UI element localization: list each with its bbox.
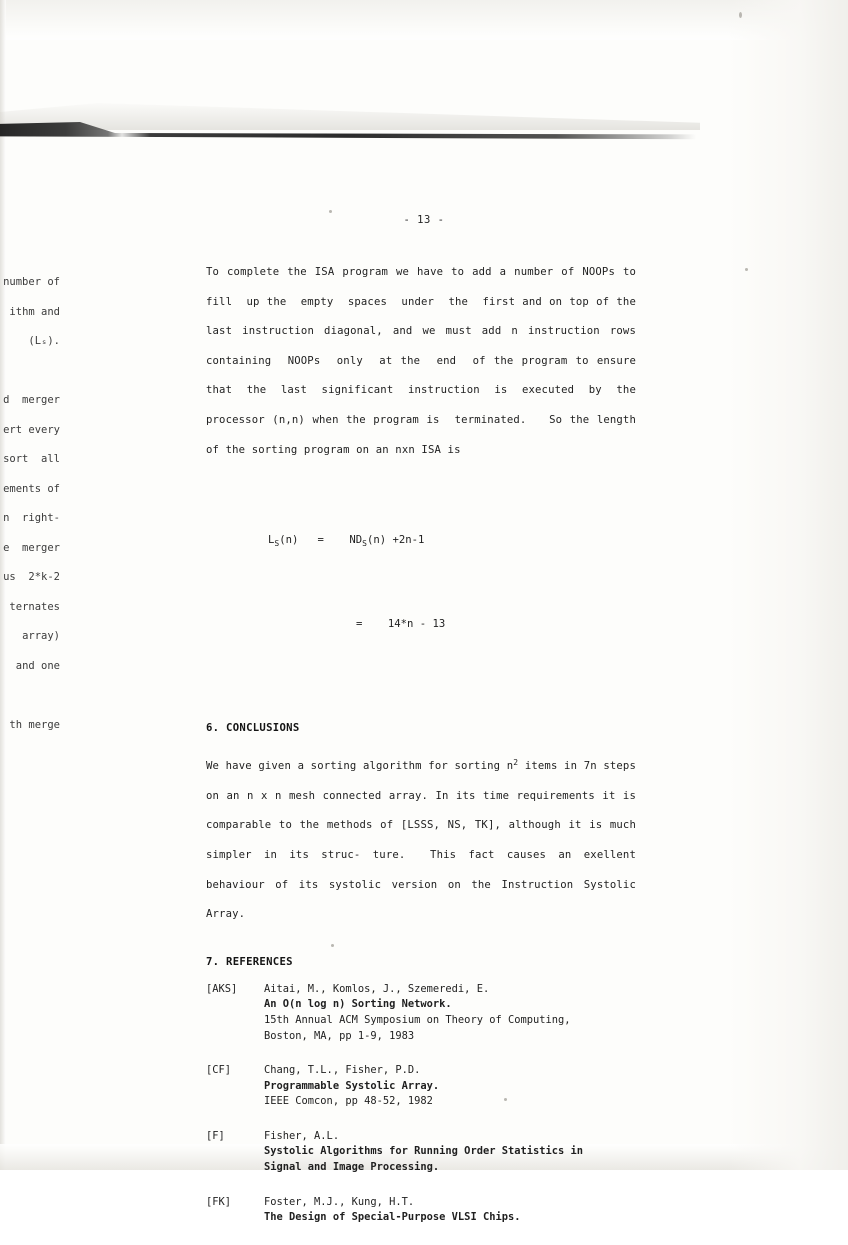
scan-right-shade (728, 0, 848, 1170)
reference-list (206, 982, 636, 1226)
reference-source-2: Boston, MA, pp 1-9, 1983 (264, 1029, 415, 1042)
page-number: - 13 - (403, 214, 445, 226)
reference-title: The Design of Special-Purpose VLSI Chips. (264, 1211, 521, 1224)
conclusions-superscript: 2 (513, 758, 519, 768)
reference-body (264, 982, 571, 1044)
conclusions-paragraph (206, 748, 643, 930)
reference-title: Programmable Systolic Array. (264, 1079, 440, 1092)
reference-item (206, 1063, 636, 1110)
reference-item (206, 1129, 636, 1176)
body-paragraph-1: To complete the ISA program we have to add a number of NOOPs to fill up the empty spaces under the first and on top of the last instruction diagonal, and we must add n instruction rows containing NOOPs only at the end of the program to ensure that the last significant instruction is executed by the processor (n,n) when the program is terminated. So the length of the sorting program on an nxn ISA is (206, 266, 643, 456)
reference-body (264, 1063, 439, 1110)
equation-nd-subscript: S (362, 539, 367, 549)
text-column (206, 258, 643, 1245)
equation-line-2: = 14*n - 13 (356, 618, 446, 631)
reference-key: [FK] (206, 1195, 232, 1208)
scan-speck (329, 210, 332, 213)
scan-speck (739, 12, 742, 18)
reference-key: [CF] (206, 1064, 232, 1077)
reference-authors: Chang, T.L., Fisher, P.D. (264, 1064, 421, 1077)
reference-authors: Foster, M.J., Kung, H.T. (264, 1195, 415, 1208)
scan-top-shadow (0, 0, 848, 40)
reference-source-1: IEEE Comcon, pp 48-52, 1982 (264, 1095, 433, 1108)
conclusions-text-pre: We have given a sorting algorithm for sorting n (206, 760, 514, 773)
reference-body (264, 1129, 583, 1176)
reference-source-1: 15th Annual ACM Symposium on Theory of Computing, (264, 1013, 571, 1026)
reference-title-continued: Signal and Image Processing. (264, 1161, 440, 1174)
reference-authors: Aitai, M., Komlos, J., Szemeredi, E. (264, 982, 490, 995)
conclusions-text-post: items in 7n steps on an n x n mesh connected array. In its time requirements it is comparable to the methods of [LSSS, NS, TK], although it is much simpler in its struc- ture. This fact causes an exellent behaviour of its systolic version on the Instruction Systolic Array. (206, 760, 643, 921)
reference-item (206, 1195, 636, 1226)
reference-body (264, 1195, 520, 1226)
reference-title: An O(n log n) Sorting Network. (264, 998, 452, 1011)
section-heading-conclusions: 6. CONCLUSIONS (206, 722, 300, 735)
reference-key: [F] (206, 1129, 225, 1142)
equation-l-subscript: S (274, 539, 280, 549)
equation-block (206, 473, 636, 692)
reference-title: Systolic Algorithms for Running Order Statistics in (264, 1145, 584, 1158)
reference-authors: Fisher, A.L. (264, 1129, 340, 1142)
equation-mid: (n) = ND (279, 534, 363, 547)
equation-l-symbol: L (268, 534, 275, 547)
reference-key: [AKS] (206, 982, 238, 995)
reference-item (206, 982, 636, 1044)
equation-line-1 (206, 527, 636, 557)
bleed-through-text: number of ithm and (Lₛ). d merger ert every sort all ements of n right- e merger us 2*k-2 ternates array) and one th merge (3, 276, 60, 731)
scan-speck (745, 268, 748, 271)
page-fold-shadow (0, 100, 700, 130)
equation-end: (n) +2n-1 (366, 534, 425, 547)
section-heading-references: 7. REFERENCES (206, 955, 293, 968)
